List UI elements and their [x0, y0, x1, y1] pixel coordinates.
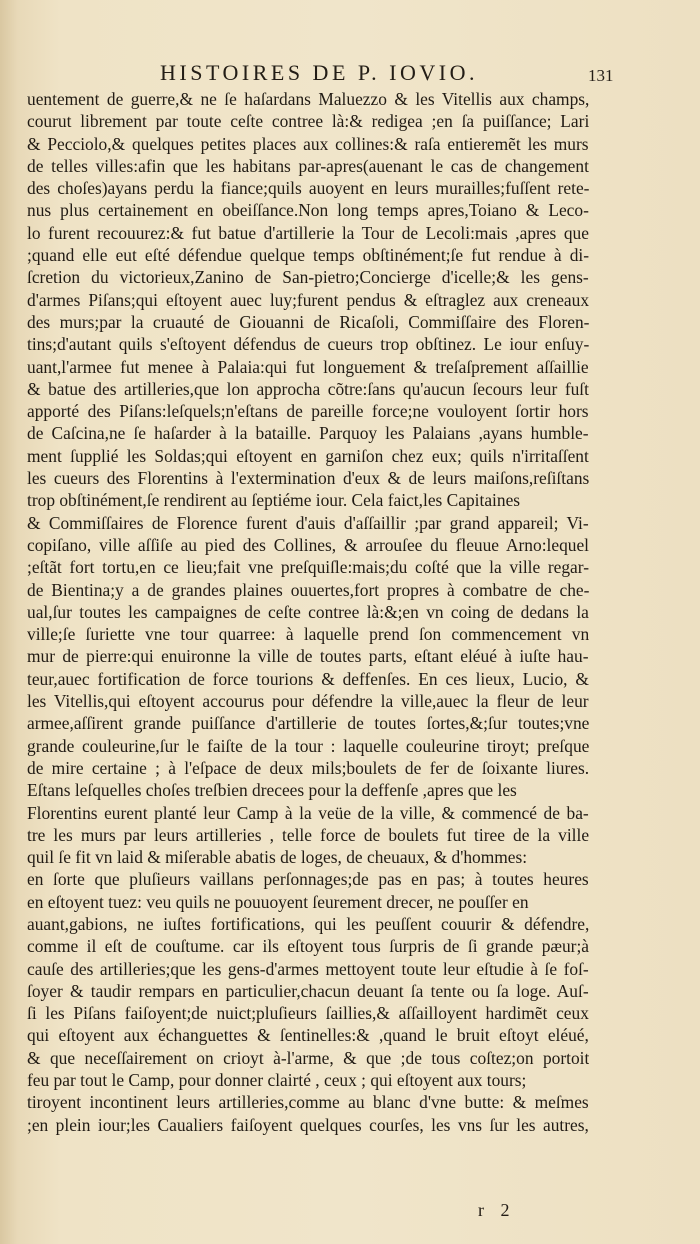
text-line: ville;ſe ſuriette vne tour quarree: à laquelle prend ſon commencement vn [27, 624, 589, 645]
signature-mark: r 2 [478, 1200, 516, 1220]
text-line: d'armes Piſans;qui eſtoyent auec luy;furent pendus & eſtraglez aux creneaux [27, 289, 589, 310]
text-line: en ſorte que pluſieurs vaillans perſonnages;de pas en pas; à toutes heures [27, 869, 589, 890]
text-line: copiſano, ville aſſiſe au pied des Collines, & arrouſee du fleuue Arno:lequel [27, 534, 589, 555]
text-line: de telles villes:afin que les habitans par-apres(auenant le cas de changement [27, 155, 589, 176]
text-line: de Caſcina,ne ſe haſarder à la bataille. Parquoy les Palaians ,ayans humble- [27, 423, 589, 444]
running-title: HISTOIRES DE P. IOVIO. [160, 60, 478, 85]
text-line: ;en plein iour;les Caualiers faiſoyent quelques courſes, les vns ſur les autres, [27, 1114, 589, 1135]
text-line: uant,l'armee fut menee à Palaia:qui fut longuement & treſaſprement aſſaillie [27, 356, 589, 377]
text-line: ment ſupplié les Soldas;qui eſtoyent en garniſon chez eux; quils n'irritaſſent [27, 445, 589, 466]
text-line: feu par tout le Camp, pour donner clairté , ceux ; qui eſtoyent aux tours; [27, 1070, 527, 1091]
text-line: nus plus certainement en obeiſſance.Non long temps apres,Toiano & Leco- [27, 200, 589, 221]
text-line: Eſtans leſquelles choſes treſbien drecees pour la deffenſe ,apres que les [27, 780, 517, 801]
text-line: ual,ſur toutes les campaignes de ceſte contree là:&;en vn coing de dedans la [27, 601, 589, 622]
text-line: auant,gabions, ne iuſtes fortifications, qui les peuſſent couurir & défendre, [27, 913, 589, 934]
text-line: en eſtoyent tuez: veu quils ne pouuoyent ſeurement drecer, ne pouſſer en [27, 891, 529, 912]
text-line: & Pecciolo,& quelques petites places aux collines:& raſa entieremẽt les murs [27, 133, 589, 154]
text-line: Florentins eurent planté leur Camp à la veüe de la ville, & commencé de ba- [27, 802, 589, 823]
text-line: des murs;par la cruauté de Giouanni de Ricaſoli, Commiſſaire des Floren- [27, 311, 589, 332]
text-line: les cueurs des Florentins à l'extermination d'eux & de leurs maiſons,reſiſtans [27, 468, 589, 489]
text-line: ;quand elle eut eſté défendue quelque temps obſtinément;ſe fut rendue à di- [27, 245, 589, 266]
text-line: ſi les Piſans faiſoyent;de nuict;pluſieurs ſaillies,& aſſailloyent hardimẽt ceux [27, 1003, 589, 1024]
text-line: lo furent recouurez:& fut batue d'artillerie la Tour de Lecoli:mais ,apres que [27, 222, 589, 243]
text-line: cauſe des artilleries;que les gens-d'armes mettoyent toute leur eſtudie à ſe foſ- [27, 958, 589, 979]
text-line: ſoyer & taudir rempars en particulier,chacun deuant ſa tente ou ſa loge. Auſ- [27, 980, 589, 1001]
text-line: & Commiſſaires de Florence furent d'auis d'aſſaillir ;par grand appareil; Vi- [27, 512, 589, 533]
text-line: teur,auec fortification de force tourions & deffenſes. En ces lieux, Lucio, & [27, 668, 589, 689]
text-line: armee,aſſirent grande puiſſance d'artillerie de toutes ſortes,&;ſur toutes;vne [27, 713, 589, 734]
text-line: tiroyent incontinent leurs artilleries,comme au blanc d'vne butte: & meſmes [27, 1092, 589, 1113]
text-line: & que neceſſairement on crioyt à-l'arme, & que ;de tous coſtez;on portoit [27, 1047, 589, 1068]
text-line: de Bientina;y a de grandes plaines ouuertes,fort propres à combatre de che- [27, 579, 589, 600]
text-line: trop obſtinément,ſe rendirent au ſeptiéme iour. Cela faict,les Capitaines [27, 490, 521, 511]
text-line: courut librement par toute ceſte contree là:& redigea ;en ſa puiſſance; Lari [27, 111, 589, 132]
text-line: tins;d'autant quils s'eſtoyent défendus de cueurs trop obſtinez. Le iour enſuy- [27, 334, 589, 355]
text-line: qui eſtoyent aux échanguettes & ſentinelles:& ,quand le bruit eſtoyt eléué, [27, 1025, 589, 1046]
text-line: uentement de guerre,& ne ſe haſardans Maluezzo & les Vitellis aux champs, [27, 89, 589, 109]
text-line: ;eſtãt fort tortu,en ce lieu;fait vne preſquiſle:mais;du coſté que la ville regar- [27, 557, 589, 578]
text-line: mur de pierre:qui enuironne la ville de toutes parts, eſtant eléué à iuſte hau- [27, 646, 589, 667]
text-line: comme il eſt de couſtume. car ils eſtoyent tous ſurpris de ſi grande pæur;à [27, 936, 589, 957]
body-text [27, 88, 589, 1136]
text-line: les Vitellis,qui eſtoyent accourus pour défendre la ville,auec la fleur de leur [27, 691, 589, 712]
text-line: tre les murs par leurs artilleries , telle force de boulets fut tiree de la ville [27, 824, 589, 845]
page-header [0, 60, 700, 90]
page-number: 131 [588, 66, 614, 85]
text-line: grande couleurine,ſur le faiſte de la tour : laquelle couleurine tiroyt; preſque [27, 735, 589, 756]
text-line: apporté des Piſans:leſquels;n'eſtans de pareille force;ne vouloyent ſortir hors [27, 401, 589, 422]
text-line: quil ſe fit vn laid & miſerable abatis de loges, de cheuaux, & d'hommes: [27, 847, 528, 868]
text-line: des choſes)ayans perdu la fiance;quils auoyent en leurs murailles;fuſſent rete- [27, 178, 589, 199]
text-line: ſcretion du victorieux,Zanino de San-pietro;Concierge d'icelle;& les gens- [27, 267, 589, 288]
text-line: & batue des artilleries,que lon approcha cõtre:ſans qu'aucun ſecours leur fuſt [27, 378, 589, 399]
text-line: de mire certaine ; à l'eſpace de deux mils;boulets de fer de ſoixante liures. [27, 757, 589, 778]
